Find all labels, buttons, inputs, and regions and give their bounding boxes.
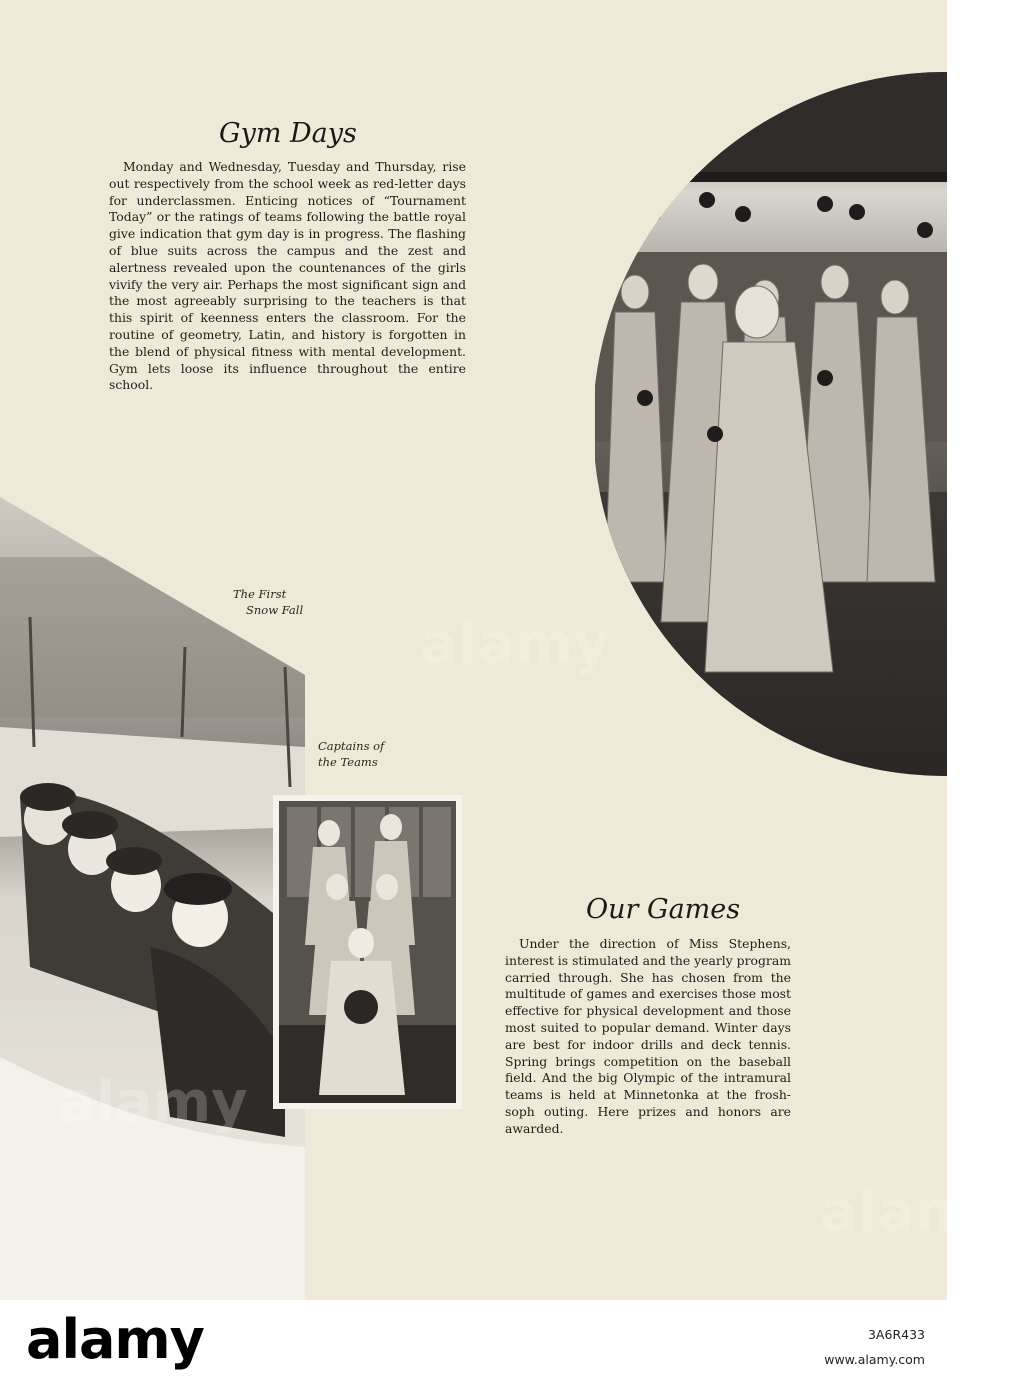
- alamy-logo: alamy: [26, 1308, 204, 1371]
- watermark-text: alamy: [420, 612, 610, 677]
- captains-caption: [318, 738, 384, 770]
- gym-class-photo: [595, 62, 947, 786]
- site-link[interactable]: www.alamy.com: [824, 1352, 925, 1367]
- captains-caption-line-1: Captains of: [318, 739, 385, 753]
- gym-days-paragraph: Monday and Wednesday, Tuesday and Thursday, rise out respectively from the school week as red-letter days for underclassmen. Enticing notices of “Tournament Today” or the ratings of teams following the battle royal give indication that gym day is in progress. The flashing of blue suits across the campus and the zest and alertness revealed upon the countenances of the girls vivify the very air. Perhaps the most significant sign and the most agreeably surprising to the teachers is that this spirit of keenness enters the classroom. For the routine of geometry, Latin, and history is forgotten in the blend of physical fitness with mental development. Gym lets loose its influence throughout the entire school.: [109, 159, 466, 393]
- snow-caption-line-2: Snow Fall: [246, 603, 304, 617]
- stock-image-info: [824, 1322, 925, 1372]
- our-games-paragraph: Under the direction of Miss Stephens, interest is stimulated and the yearly program carried through. She has chosen from the multitude of games and exercises those most effective for physical development and those most suited to popular demand. Winter days are best for indoor drills and deck tennis. Spring brings competition on the baseball field. And the big Olympic of the intramural teams is held at Minnetonka at the frosh-soph outing. Here prizes and honors are awarded.: [505, 936, 791, 1136]
- image-id: 3A6R433: [867, 1327, 925, 1342]
- snow-fall-caption: [233, 586, 303, 618]
- gym-days-title: Gym Days: [219, 118, 357, 149]
- watermark-text: alamy: [820, 1180, 1010, 1245]
- snow-caption-line-1: The First: [233, 587, 287, 601]
- captains-caption-line-2: the Teams: [318, 755, 378, 769]
- watermark-text: alamy: [58, 1070, 248, 1135]
- our-games-title: Our Games: [586, 894, 741, 925]
- team-captains-photo: [273, 795, 462, 1109]
